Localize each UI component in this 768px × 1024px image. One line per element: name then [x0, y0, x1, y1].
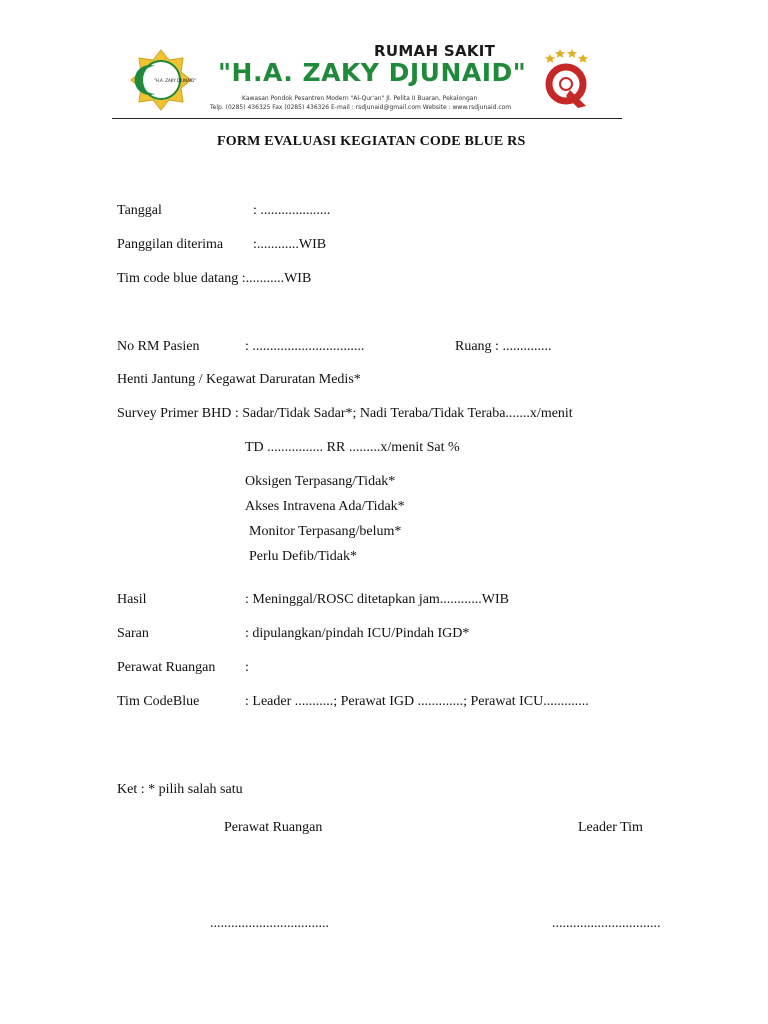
hasil-field: : Meninggal/ROSC ditetapkan jam............WIB: [245, 592, 510, 607]
ket-note: Ket : * pilih salah satu: [117, 782, 243, 797]
perawat-ruangan-label: Perawat Ruangan: [117, 660, 216, 675]
tim-codeblue-field: : Leader ...........; Perawat IGD .............; Perawat ICU.............: [245, 694, 589, 709]
monitor-line: Monitor Terpasang/belum*: [249, 524, 402, 539]
vitals-line: TD ................ RR .........x/menit Sat %: [245, 440, 460, 455]
letterhead: [112, 38, 622, 118]
tim-datang-line: Tim code blue datang :...........WIB: [117, 271, 312, 286]
saran-label: Saran: [117, 626, 149, 641]
signature-right-label: Leader Tim: [578, 820, 643, 835]
panggilan-label: Panggilan diterima: [117, 237, 224, 252]
no-rm-label: No RM Pasien: [117, 339, 200, 354]
saran-field: : dipulangkan/pindah ICU/Pindah IGD*: [245, 626, 470, 641]
hospital-address: Kawasan Pondok Pesantren Modern "Al-Qur'an" Jl. Pelita II Buaran, Pekalongan: [242, 95, 478, 102]
hospital-contact: Telp. (0285) 436325 Fax (0285) 436326 E-mail : rsdjunaid@gmail.com Website : www.rsdjunaid.com: [210, 104, 512, 111]
signature-left-label: Perawat Ruangan: [224, 820, 323, 835]
logo-caption: "H.A. ZAKY DJUNAID": [154, 78, 196, 83]
oksigen-line: Oksigen Terpasang/Tidak*: [245, 474, 396, 489]
hospital-name: "H.A. ZAKY DJUNAID": [218, 58, 527, 87]
perawat-ruangan-field: :: [245, 660, 249, 675]
survey-primer-line: Survey Primer BHD : Sadar/Tidak Sadar*; Nadi Teraba/Tidak Teraba.......x/menit: [117, 406, 573, 421]
tanggal-field: : ....................: [253, 203, 331, 218]
ruang-field: Ruang : ..............: [455, 339, 552, 354]
form-title: FORM EVALUASI KEGIATAN CODE BLUE RS: [217, 134, 526, 149]
hospital-label: RUMAH SAKIT: [374, 42, 496, 60]
signature-left-line: ..................................: [210, 916, 329, 931]
tim-codeblue-label: Tim CodeBlue: [117, 694, 200, 709]
akses-intravena-line: Akses Intravena Ada/Tidak*: [245, 499, 405, 514]
letterhead-divider: [112, 118, 622, 119]
hasil-label: Hasil: [117, 592, 147, 607]
no-rm-field: : ................................: [245, 339, 365, 354]
panggilan-field: :............WIB: [253, 237, 327, 252]
tanggal-label: Tanggal: [117, 203, 162, 218]
signature-right-line: ...............................: [552, 916, 661, 931]
defib-line: Perlu Defib/Tidak*: [249, 549, 357, 564]
henti-jantung-line: Henti Jantung / Kegawat Daruratan Medis*: [117, 372, 361, 387]
quality-emblem-icon: [540, 46, 596, 112]
